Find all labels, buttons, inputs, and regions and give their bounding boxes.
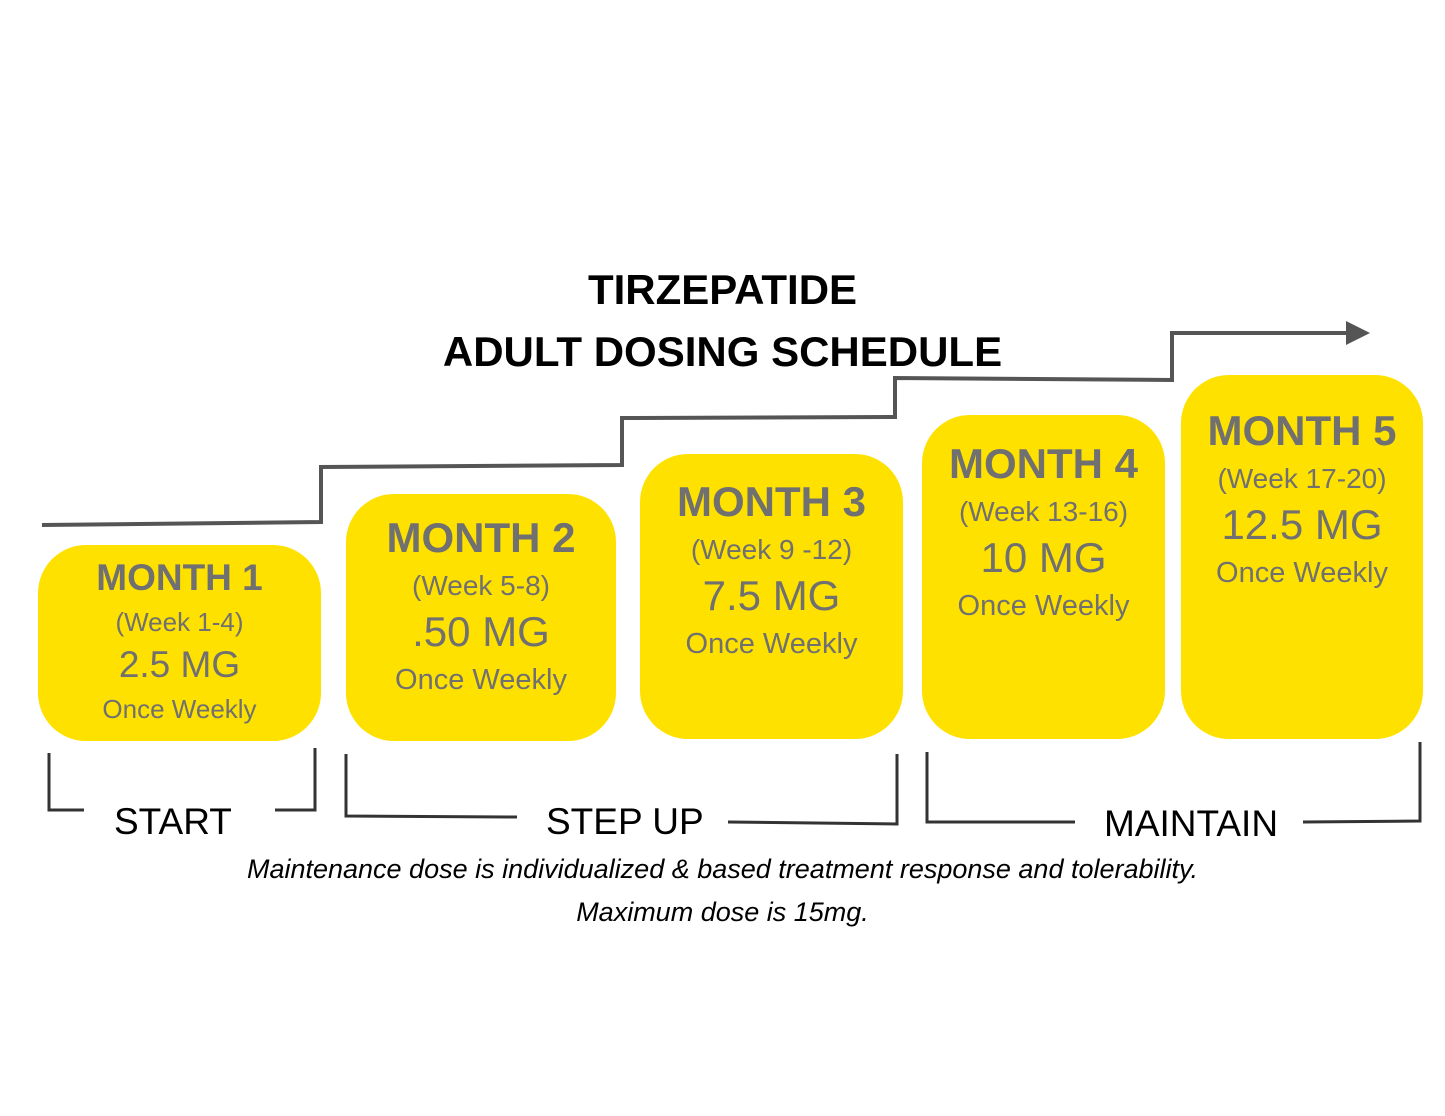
card-dose: 12.5 MG (1221, 501, 1383, 548)
card-dose: 2.5 MG (118, 644, 241, 685)
card-dose: 10 MG (980, 534, 1107, 581)
maximum-dose-note: Maximum dose is 15mg. (576, 897, 869, 927)
card-frequency: Once Weekly (1216, 557, 1388, 589)
card-weeks: (Week 17-20) (1217, 463, 1387, 494)
bracket-maintain-left (927, 752, 1075, 822)
card-month: MONTH 1 (96, 557, 263, 598)
card-dose: 7.5 MG (702, 572, 841, 619)
card-frequency: Once Weekly (685, 628, 858, 660)
title-drug-name: TIRZEPATIDE (587, 266, 858, 313)
phase-label-maintain: MAINTAIN (1104, 803, 1279, 844)
title-schedule: ADULT DOSING SCHEDULE (442, 328, 1003, 375)
card-weeks: (Week 1-4) (115, 607, 244, 637)
phase-label-step-up: STEP UP (546, 801, 704, 842)
card-frequency: Once Weekly (957, 590, 1130, 622)
phase-label-start: START (114, 801, 232, 842)
card-month: MONTH 5 (1207, 407, 1397, 454)
bracket-stepup-left (346, 754, 517, 817)
dose-card-month-3 (640, 454, 903, 739)
card-weeks: (Week 5-8) (412, 570, 550, 601)
bracket-stepup-right (728, 754, 897, 824)
card-dose: .50 MG (412, 608, 550, 655)
card-month: MONTH 2 (386, 514, 576, 561)
bracket-maintain-right (1303, 742, 1420, 822)
dose-card-month-5 (1181, 375, 1423, 739)
dose-card-month-4 (922, 415, 1165, 739)
dose-card-month-1 (38, 545, 321, 741)
dose-card-month-2 (346, 494, 616, 741)
card-month: MONTH 3 (677, 478, 866, 525)
card-weeks: (Week 9 -12) (690, 534, 853, 565)
card-weeks: (Week 13-16) (958, 496, 1129, 527)
maintenance-note: Maintenance dose is individualized & based treatment response and tolerability. (246, 854, 1199, 884)
card-frequency: Once Weekly (102, 694, 257, 724)
bracket-start-left (49, 753, 84, 810)
bracket-start-right (275, 748, 315, 810)
card-frequency: Once Weekly (395, 664, 567, 696)
card-month: MONTH 4 (949, 440, 1138, 487)
